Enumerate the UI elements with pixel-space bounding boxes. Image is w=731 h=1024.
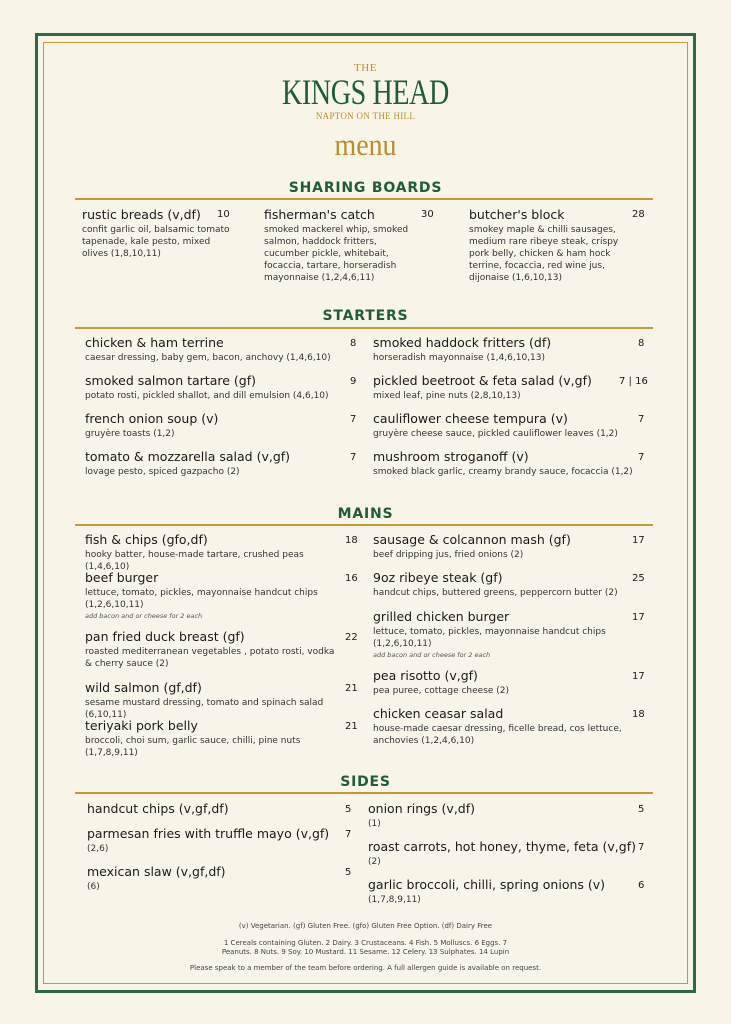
item-price: 5 — [638, 804, 645, 815]
item-name: handcut chips (v,gf,df) — [87, 801, 229, 816]
brand-logo-name: KINGS HEAD — [282, 72, 449, 112]
item-price: 30 — [421, 209, 434, 220]
section-title-sharing: SHARING BOARDS — [288, 180, 443, 196]
item-price: 7 — [638, 452, 645, 463]
item-description: confit garlic oil, balsamic tomato tapenade, kale pesto, mixed olives (1,8,10,11) — [82, 225, 230, 259]
item-name: teriyaki pork belly — [85, 718, 198, 733]
item-name: tomato & mozzarella salad (v,gf) — [85, 449, 291, 464]
item-price: 7 — [638, 414, 645, 425]
item-price: 17 — [632, 612, 645, 623]
item-description: gruyère cheese sauce, pickled cauliflower leaves (1,2) — [373, 429, 618, 439]
menu-item — [85, 411, 345, 440]
item-price: 28 — [632, 209, 645, 220]
menu-item — [373, 449, 633, 478]
allergen-list-line-1: 1 Cereals containing Gluten. 2 Dairy. 3 Crustaceans. 4 Fish. 5 Molluscs. 6 Eggs. 7 — [223, 939, 508, 947]
menu-item — [85, 449, 345, 478]
menu-item — [85, 680, 347, 721]
item-price: 7 — [638, 842, 645, 853]
item-name: 9oz ribeye steak (gf) — [373, 570, 503, 585]
item-name: chicken ceasar salad — [373, 706, 504, 721]
menu-item — [85, 373, 345, 402]
item-description: beef dripping jus, fried onions (2) — [373, 550, 524, 560]
brand-the: THE — [354, 62, 377, 74]
item-name: parmesan fries with truffle mayo (v,gf) — [87, 826, 330, 841]
item-description: sesame mustard dressing, tomato and spinach salad (6,10,11) — [85, 698, 324, 720]
item-name: grilled chicken burger — [373, 609, 510, 624]
item-price: 7 | 16 — [619, 376, 648, 387]
section-divider — [75, 792, 653, 794]
item-price: 18 — [632, 709, 645, 720]
item-name: butcher's block — [469, 207, 565, 222]
item-price: 5 — [345, 804, 352, 815]
item-description: smoked black garlic, creamy brandy sauce, focaccia (1,2) — [373, 467, 633, 477]
menu-item — [373, 532, 623, 561]
menu-item — [85, 718, 347, 759]
item-price: 9 — [350, 376, 357, 387]
menu-item — [373, 373, 603, 402]
item-name: beef burger — [85, 570, 159, 585]
item-price: 17 — [632, 535, 645, 546]
section-divider — [75, 327, 653, 329]
item-note: add bacon and or cheese for 2 each — [85, 612, 203, 620]
menu-item — [87, 826, 347, 855]
item-description: horseradish mayonnaise (1,4,6,10,13) — [373, 353, 545, 363]
menu-item — [82, 207, 232, 260]
item-note: add bacon and or cheese for 2 each — [373, 651, 491, 659]
menu-item — [85, 570, 320, 621]
item-name: mexican slaw (v,gf,df) — [87, 864, 226, 879]
dietary-legend: (v) Vegetarian. (gf) Gluten Free. (gfo) Gluten Free Option. (df) Dairy Free — [238, 922, 493, 930]
item-name: pan fried duck breast (gf) — [85, 629, 245, 644]
item-name: sausage & colcannon mash (gf) — [373, 532, 571, 547]
item-description: (2) — [368, 857, 381, 867]
menu-item — [373, 668, 623, 697]
menu-item — [87, 801, 347, 818]
item-price: 8 — [638, 338, 645, 349]
item-description: house-made caesar dressing, ficelle bread, cos lettuce, anchovies (1,2,4,6,10) — [373, 724, 622, 746]
menu-item — [85, 629, 340, 670]
menu-heading: menu — [334, 127, 397, 162]
menu-item — [368, 877, 628, 906]
item-name: garlic broccoli, chilli, spring onions (v) — [368, 877, 606, 892]
menu-item — [87, 864, 347, 893]
item-name: fisherman's catch — [264, 207, 375, 222]
item-name: wild salmon (gf,df) — [85, 680, 202, 695]
allergen-notice: Please speak to a member of the team before ordering. A full allergen guide is available on request. — [189, 964, 542, 972]
item-description: broccoli, choi sum, garlic sauce, chilli, pine nuts (1,7,8,9,11) — [85, 736, 301, 758]
menu-item — [373, 570, 623, 599]
item-description: lettuce, tomato, pickles, mayonnaise handcut chips (1,2,6,10,11) — [85, 588, 318, 610]
item-description: pea puree, cottage cheese (2) — [373, 686, 510, 696]
item-name: chicken & ham terrine — [85, 335, 224, 350]
item-name: smoked haddock fritters (df) — [373, 335, 552, 350]
item-description: (1) — [368, 819, 381, 829]
item-price: 5 — [345, 867, 352, 878]
section-divider — [75, 198, 653, 200]
item-name: mushroom stroganoff (v) — [373, 449, 529, 464]
item-price: 16 — [345, 573, 358, 584]
item-price: 10 — [217, 209, 230, 220]
menu-item — [368, 839, 636, 868]
item-name: pickled beetroot & feta salad (v,gf) — [373, 373, 592, 388]
section-title-sides: SIDES — [340, 774, 391, 790]
item-description: potato rosti, pickled shallot, and dill emulsion (4,6,10) — [85, 391, 329, 401]
item-description: smoked mackerel whip, smoked salmon, haddock fritters, cucumber pickle, whitebait, focaccia, tartare, horseradish mayonnaise (1,2,4,6,11) — [264, 225, 409, 283]
menu-item — [264, 207, 424, 284]
item-price: 18 — [345, 535, 358, 546]
allergen-list-line-2: Peanuts. 8 Nuts. 9 Soy. 10 Mustard. 11 Sesame. 12 Celery. 13 Sulphates. 14 Lupin — [221, 948, 510, 956]
item-price: 6 — [638, 880, 645, 891]
menu-item — [85, 532, 345, 573]
item-description: lovage pesto, spiced gazpacho (2) — [85, 467, 240, 477]
menu-item — [469, 207, 639, 284]
item-price: 25 — [632, 573, 645, 584]
menu-item — [368, 801, 628, 830]
menu-item — [373, 411, 633, 440]
item-description: mixed leaf, pine nuts (2,8,10,13) — [373, 391, 521, 401]
item-price: 21 — [345, 721, 358, 732]
item-name: pea risotto (v,gf) — [373, 668, 478, 683]
item-description: (1,7,8,9,11) — [368, 895, 421, 905]
item-name: french onion soup (v) — [85, 411, 219, 426]
menu-item — [373, 335, 633, 364]
item-name: fish & chips (gfo,df) — [85, 532, 208, 547]
menu-item — [373, 706, 623, 747]
item-price: 7 — [350, 452, 357, 463]
item-description: lettuce, tomato, pickles, mayonnaise handcut chips (1,2,6,10,11) — [373, 627, 606, 649]
item-price: 7 — [350, 414, 357, 425]
item-description: smokey maple & chilli sausages, medium rare ribeye steak, crispy pork belly, chicken & ham hock terrine, focaccia, red wine jus, dijonaise (1,6,10,13) — [469, 225, 619, 283]
item-price: 22 — [345, 632, 358, 643]
item-price: 8 — [350, 338, 357, 349]
item-description: (2,6) — [87, 844, 109, 854]
item-description: roasted mediterranean vegetables , potato rosti, vodka & cherry sauce (2) — [85, 647, 335, 669]
item-name: cauliflower cheese tempura (v) — [373, 411, 568, 426]
menu-item — [373, 609, 608, 660]
section-title-starters: STARTERS — [322, 308, 409, 324]
item-name: roast carrots, hot honey, thyme, feta (v,gf) — [368, 839, 636, 854]
item-description: hooky batter, house-made tartare, crushed peas (1,4,6,10) — [85, 550, 304, 572]
item-description: gruyère toasts (1,2) — [85, 429, 175, 439]
menu-item — [85, 335, 345, 364]
section-divider — [75, 524, 653, 526]
item-description: caesar dressing, baby gem, bacon, anchovy (1,4,6,10) — [85, 353, 331, 363]
section-title-mains: MAINS — [337, 506, 394, 522]
item-description: handcut chips, buttered greens, peppercorn butter (2) — [373, 588, 618, 598]
item-price: 17 — [632, 671, 645, 682]
item-description: (6) — [87, 882, 100, 892]
item-price: 21 — [345, 683, 358, 694]
item-price: 7 — [345, 829, 352, 840]
item-name: smoked salmon tartare (gf) — [85, 373, 256, 388]
item-name: onion rings (v,df) — [368, 801, 476, 816]
brand-location: NAPTON ON THE HILL — [315, 111, 416, 121]
item-name: rustic breads (v,df) — [82, 207, 201, 222]
